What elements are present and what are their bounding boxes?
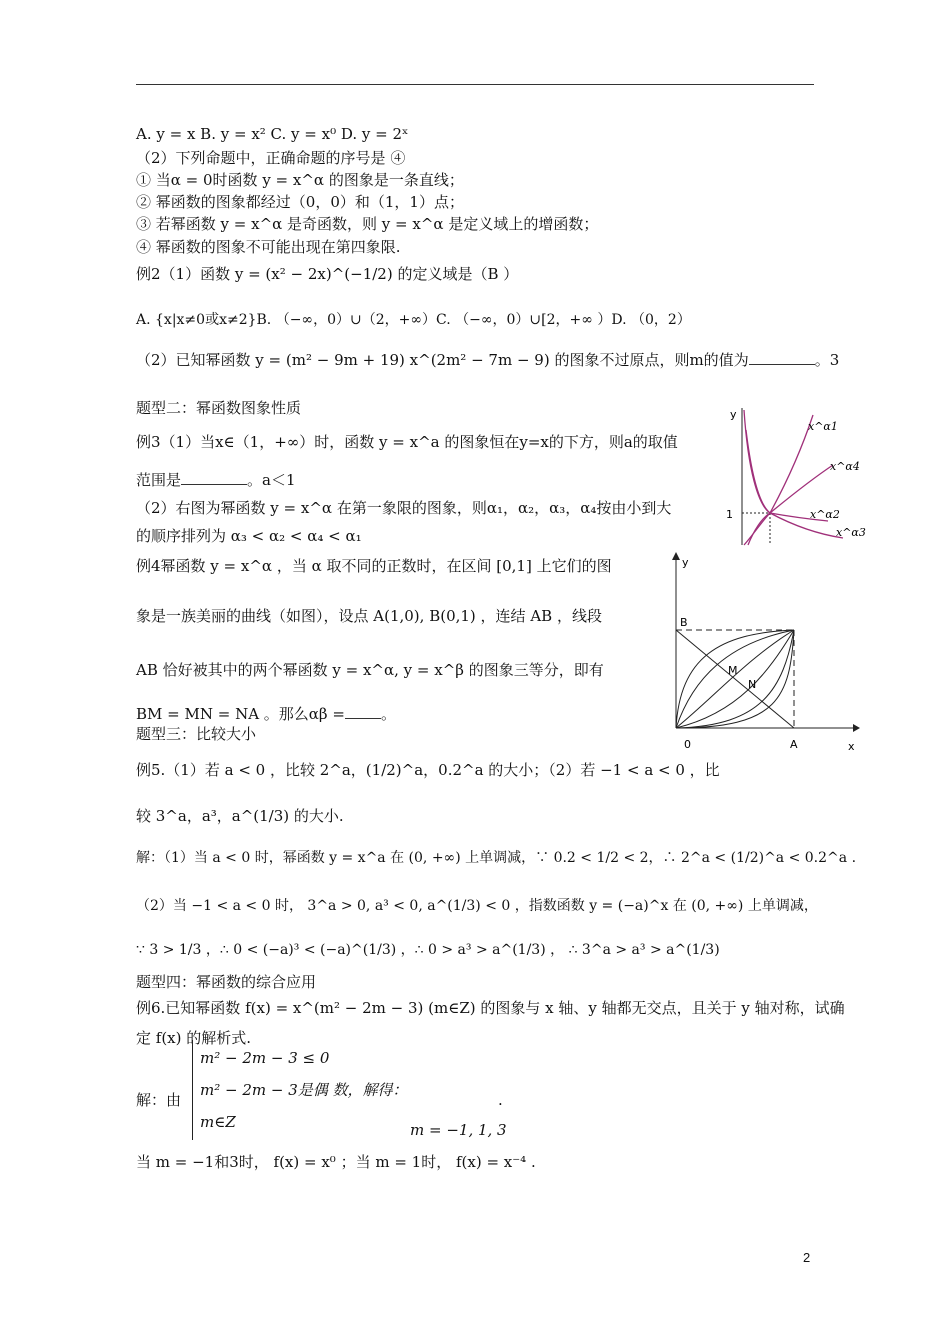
section-title-3: 题型三：比较大小: [136, 725, 257, 743]
example-2-2-answer: 。3: [814, 351, 840, 369]
power-function-figure-2: [668, 548, 868, 758]
one-label: 1: [726, 508, 733, 521]
answer-blank: [749, 350, 815, 365]
point-a-label: A: [790, 738, 798, 751]
line-example-4-1: 例4幂函数 y = x^α ，当 α 取不同的正数时，在区间 [0,1] 上它们的图: [136, 557, 612, 575]
line-example-4-2: 象是一族美丽的曲线（如图），设点 A(1,0), B(0,1) ，连结 AB ，线段: [136, 607, 602, 625]
point-m-label: M: [728, 664, 738, 677]
curve-label-alpha-1: x^α1: [808, 420, 838, 433]
line-proposition-1: ① 当α = 0时函数 y = x^α 的图象是一条直线；: [136, 171, 464, 189]
example-4-text: BM = MN = NA 。那么αβ =: [136, 705, 345, 723]
section-title-2: 题型二：幂函数图象性质: [136, 399, 302, 417]
y-axis-label: y: [730, 408, 737, 421]
line-example-5-1: 例5.（1）若 a < 0 ，比较 2^a，(1/2)^a，0.2^a 的大小；（2）若 −1 < a < 0 ，比: [136, 761, 720, 779]
line-solution-5-1: 解：（1）当 a < 0 时，幂函数 y = x^a 在 (0, +∞) 上单调减，∵ 0.2 < 1/2 < 2，∴ 2^a < (1/2)^a < 0.2^a .: [136, 850, 857, 866]
range-text: 范围是: [136, 471, 182, 489]
page-number: 2: [803, 1250, 811, 1265]
solution-6-result: 当 m = −1和3时， f(x) = x⁰ ；当 m = 1时， f(x) = x⁻⁴ .: [136, 1153, 536, 1171]
line-example-4-4: [136, 704, 396, 724]
solution-6-m-values: m = −1, 1, 3: [410, 1121, 507, 1139]
line-example-4-3: AB 恰好被其中的两个幂函数 y = x^α, y = x^β 的图象三等分，即有: [136, 661, 604, 679]
header-rule: [136, 84, 814, 85]
line-proposition-3: ③ 若幂函数 y = x^α 是奇函数，则 y = x^α 是定义域上的增函数；: [136, 215, 599, 233]
solution-6-prefix: 解：由: [136, 1091, 182, 1109]
y-axis-arrow: [672, 552, 680, 560]
line-options-a-d: A. y = x B. y = x² C. y = x⁰ D. y = 2ˣ: [136, 125, 409, 143]
example-2-2-text: （2）已知幂函数 y = (m² − 9m + 19) x^(2m² − 7m − 9) 的图象不过原点，则m的值为: [136, 351, 749, 369]
power-function-figure-1: [718, 400, 868, 550]
y-axis-label: y: [682, 556, 689, 569]
line-proposition-4: ④ 幂函数的图象不可能出现在第四象限.: [136, 238, 401, 256]
line-solution-5-3: ∵ 3 > 1/3 ，∴ 0 < (−a)³ < (−a)^(1/3) ，∴ 0 > a³ > a^(1/3) ， ∴ 3^a > a³ > a^(1/3): [136, 942, 720, 958]
line-example-3-order: 的顺序排列为 α₃ < α₂ < α₄ < α₁: [136, 527, 362, 545]
line-example-6-2: 定 f(x) 的解析式.: [136, 1029, 252, 1047]
line-solution-5-2: （2）当 −1 < a < 0 时， 3^a > 0, a³ < 0, a^(1/3) < 0 ，指数函数 y = (−a)^x 在 (0, +∞) 上单调减，: [136, 898, 818, 914]
answer-blank: [181, 470, 247, 485]
x-axis-label: x: [848, 740, 855, 753]
solution-6-dot: .: [498, 1091, 503, 1109]
line-example-6-1: 例6.已知幂函数 f(x) = x^(m² − 2m − 3) (m∈Z) 的图象与 x 轴、y 轴都无交点，且关于 y 轴对称，试确: [136, 999, 845, 1017]
curve-label-alpha-4: x^α4: [830, 460, 860, 473]
condition-1: m² − 2m − 3 ≤ 0: [200, 1049, 330, 1067]
curve-label-alpha-3: x^α3: [836, 526, 866, 539]
point-b-label: B: [680, 616, 688, 629]
example-4-end: 。: [380, 705, 396, 723]
system-brace: [192, 1040, 199, 1140]
answer-blank: [345, 704, 381, 719]
line-example-2-1: 例2（1）函数 y = (x² − 2x)^(−1/2) 的定义域是（B ）: [136, 265, 519, 283]
section-title-4: 题型四：幂函数的综合应用: [136, 973, 317, 991]
point-n-label: N: [748, 678, 757, 691]
line-proposition-2: ② 幂函数的图象都经过（0，0）和（1，1）点；: [136, 193, 464, 211]
condition-3: m∈Z: [200, 1113, 236, 1131]
line-example-5-2: 较 3^a，a³，a^(1/3) 的大小.: [136, 807, 344, 825]
line-example-3-1: 例3（1）当x∈（1，+∞）时，函数 y = x^a 的图象恒在y=x的下方，则a的取值: [136, 433, 678, 451]
x-axis-arrow: [853, 724, 860, 732]
line-example-2-2: [136, 350, 839, 370]
line-example-3-2: （2）右图为幂函数 y = x^α 在第一象限的图象，则α₁，α₂，α₃，α₄按由小到大: [136, 499, 672, 517]
range-answer: 。a＜1: [247, 471, 296, 489]
line-example-3-range: [136, 470, 296, 490]
curve-label-alpha-2: x^α2: [810, 508, 840, 521]
condition-2: m² − 2m − 3是偶 数，解得：: [200, 1081, 408, 1099]
origin-label: 0: [684, 738, 691, 751]
line-question-2: （2）下列命题中，正确命题的序号是 ④: [136, 149, 406, 167]
line-example-2-options: A. {x|x≠0或x≠2}B. （−∞，0）∪（2，+∞）C. （−∞，0）∪[2，+∞ ）D. （0，2）: [136, 312, 691, 328]
